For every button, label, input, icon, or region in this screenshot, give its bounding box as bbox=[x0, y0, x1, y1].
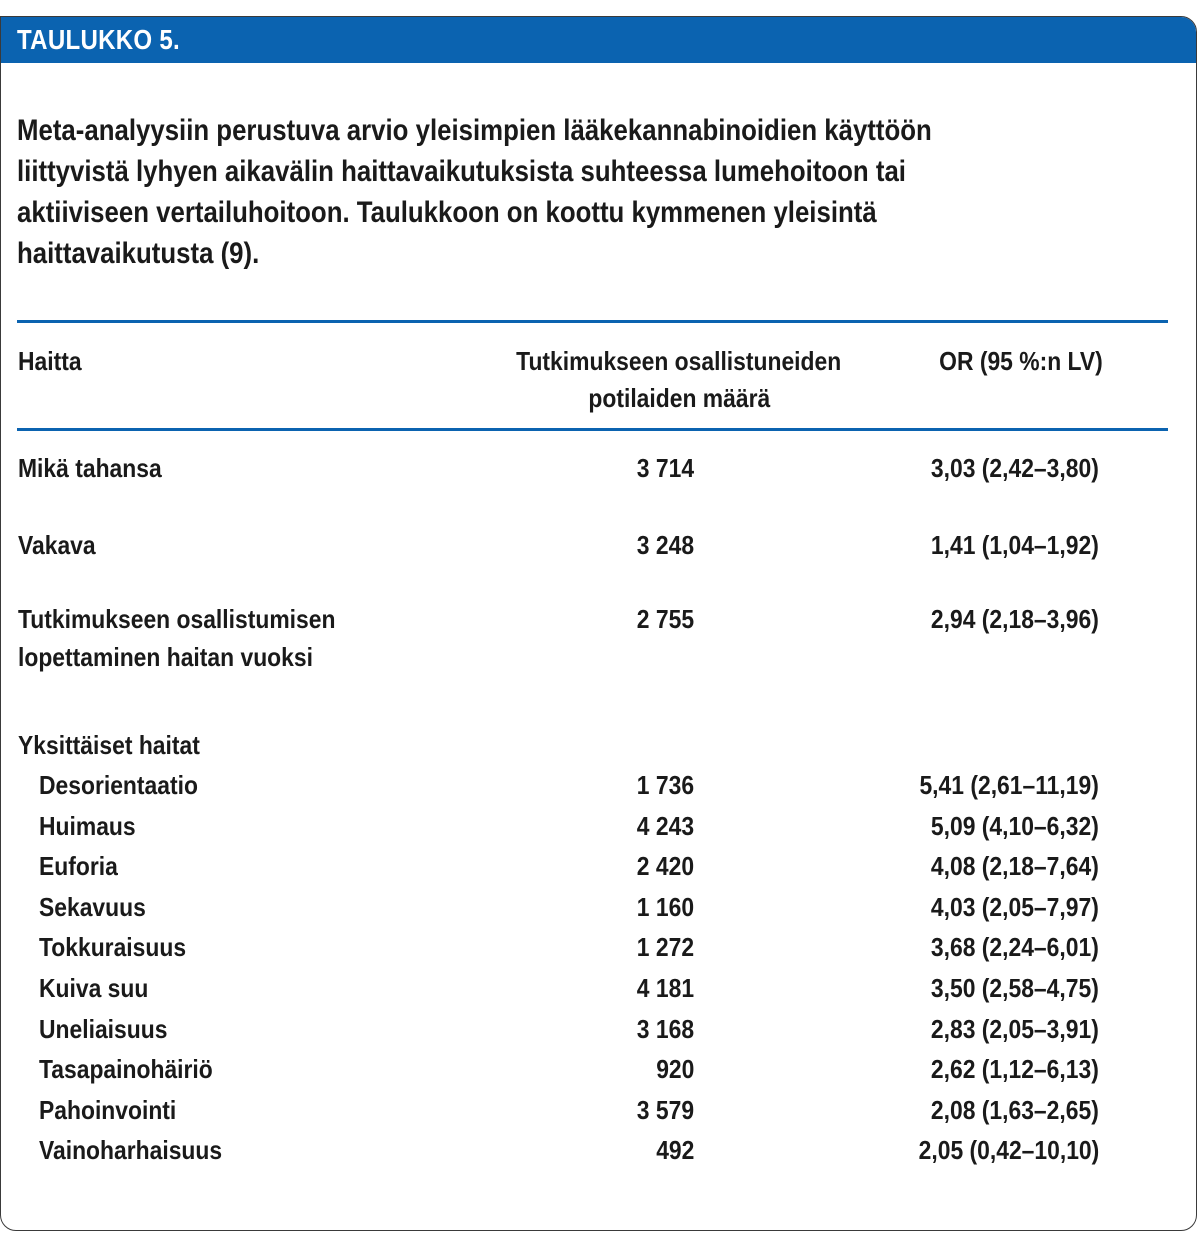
table-title-bar bbox=[1, 17, 1196, 63]
row-label: Tasapainohäiriö bbox=[39, 1054, 213, 1084]
row-label: Kuiva suu bbox=[39, 973, 149, 1003]
row-or: 2,05 (0,42–10,10) bbox=[918, 1135, 1099, 1165]
caption-line: liittyvistä lyhyen aikavälin haittavaikutuksista suhteessa lumehoitoon tai bbox=[17, 155, 906, 188]
row-patients: 3 248 bbox=[636, 530, 694, 560]
row-patients: 3 168 bbox=[636, 1014, 694, 1044]
row-patients: 492 bbox=[655, 1135, 694, 1165]
row-or: 3,50 (2,58–4,75) bbox=[931, 973, 1099, 1003]
row-label: Vainoharhaisuus bbox=[39, 1135, 223, 1165]
row-or: 3,68 (2,24–6,01) bbox=[931, 932, 1099, 962]
row-label: Euforia bbox=[39, 851, 118, 881]
row-patients: 1 736 bbox=[636, 770, 694, 800]
row-label: Uneliaisuus bbox=[39, 1014, 168, 1044]
table-card bbox=[0, 16, 1197, 1231]
caption-line: aktiiviseen vertailuhoitoon. Taulukkoon on koottu kymmenen yleisintä bbox=[17, 196, 877, 229]
row-label: Vakava bbox=[18, 530, 96, 560]
row-patients: 1 272 bbox=[636, 932, 694, 962]
row-or: 2,62 (1,12–6,13) bbox=[931, 1054, 1099, 1084]
row-patients: 4 243 bbox=[636, 811, 694, 841]
row-or: 2,83 (2,05–3,91) bbox=[931, 1014, 1099, 1044]
header-top-rule bbox=[17, 320, 1168, 323]
row-label: Tutkimukseen osallistumisen bbox=[18, 604, 336, 634]
row-patients: 2 755 bbox=[636, 604, 694, 634]
group-label: Yksittäiset haitat bbox=[18, 730, 200, 760]
row-label: Desorientaatio bbox=[39, 770, 198, 800]
column-header-or: OR (95 %:n LV) bbox=[939, 346, 1103, 376]
caption-line: Meta-analyysiin perustuva arvio yleisimpien lääkekannabinoidien käyttöön bbox=[17, 114, 932, 147]
row-or: 4,03 (2,05–7,97) bbox=[931, 892, 1099, 922]
row-patients: 3 579 bbox=[636, 1095, 694, 1125]
row-label: Sekavuus bbox=[39, 892, 146, 922]
row-patients: 3 714 bbox=[636, 453, 694, 483]
caption-line: haittavaikutusta (9). bbox=[17, 237, 260, 270]
column-header-patients: Tutkimukseen osallistuneiden bbox=[516, 346, 842, 376]
row-or: 2,94 (2,18–3,96) bbox=[931, 604, 1099, 634]
row-or: 5,41 (2,61–11,19) bbox=[919, 770, 1099, 800]
header-bottom-rule bbox=[17, 428, 1168, 431]
row-or: 2,08 (1,63–2,65) bbox=[931, 1095, 1099, 1125]
row-patients: 2 420 bbox=[636, 851, 694, 881]
row-label: Pahoinvointi bbox=[39, 1095, 177, 1125]
row-or: 3,03 (2,42–3,80) bbox=[931, 453, 1099, 483]
table-title: TAULUKKO 5. bbox=[17, 24, 180, 55]
row-or: 1,41 (1,04–1,92) bbox=[931, 530, 1099, 560]
column-header-haitta: Haitta bbox=[18, 346, 82, 376]
row-or: 5,09 (4,10–6,32) bbox=[931, 811, 1099, 841]
row-label: Mikä tahansa bbox=[18, 453, 162, 483]
row-label: Huimaus bbox=[39, 811, 136, 841]
column-header-patients-line2: potilaiden määrä bbox=[588, 383, 770, 413]
row-patients: 1 160 bbox=[636, 892, 694, 922]
table-caption bbox=[17, 110, 1177, 274]
row-label-line2: lopettaminen haitan vuoksi bbox=[18, 642, 313, 672]
row-patients: 4 181 bbox=[636, 973, 694, 1003]
row-label: Tokkuraisuus bbox=[39, 932, 187, 962]
row-patients: 920 bbox=[655, 1054, 694, 1084]
row-or: 4,08 (2,18–7,64) bbox=[931, 851, 1099, 881]
